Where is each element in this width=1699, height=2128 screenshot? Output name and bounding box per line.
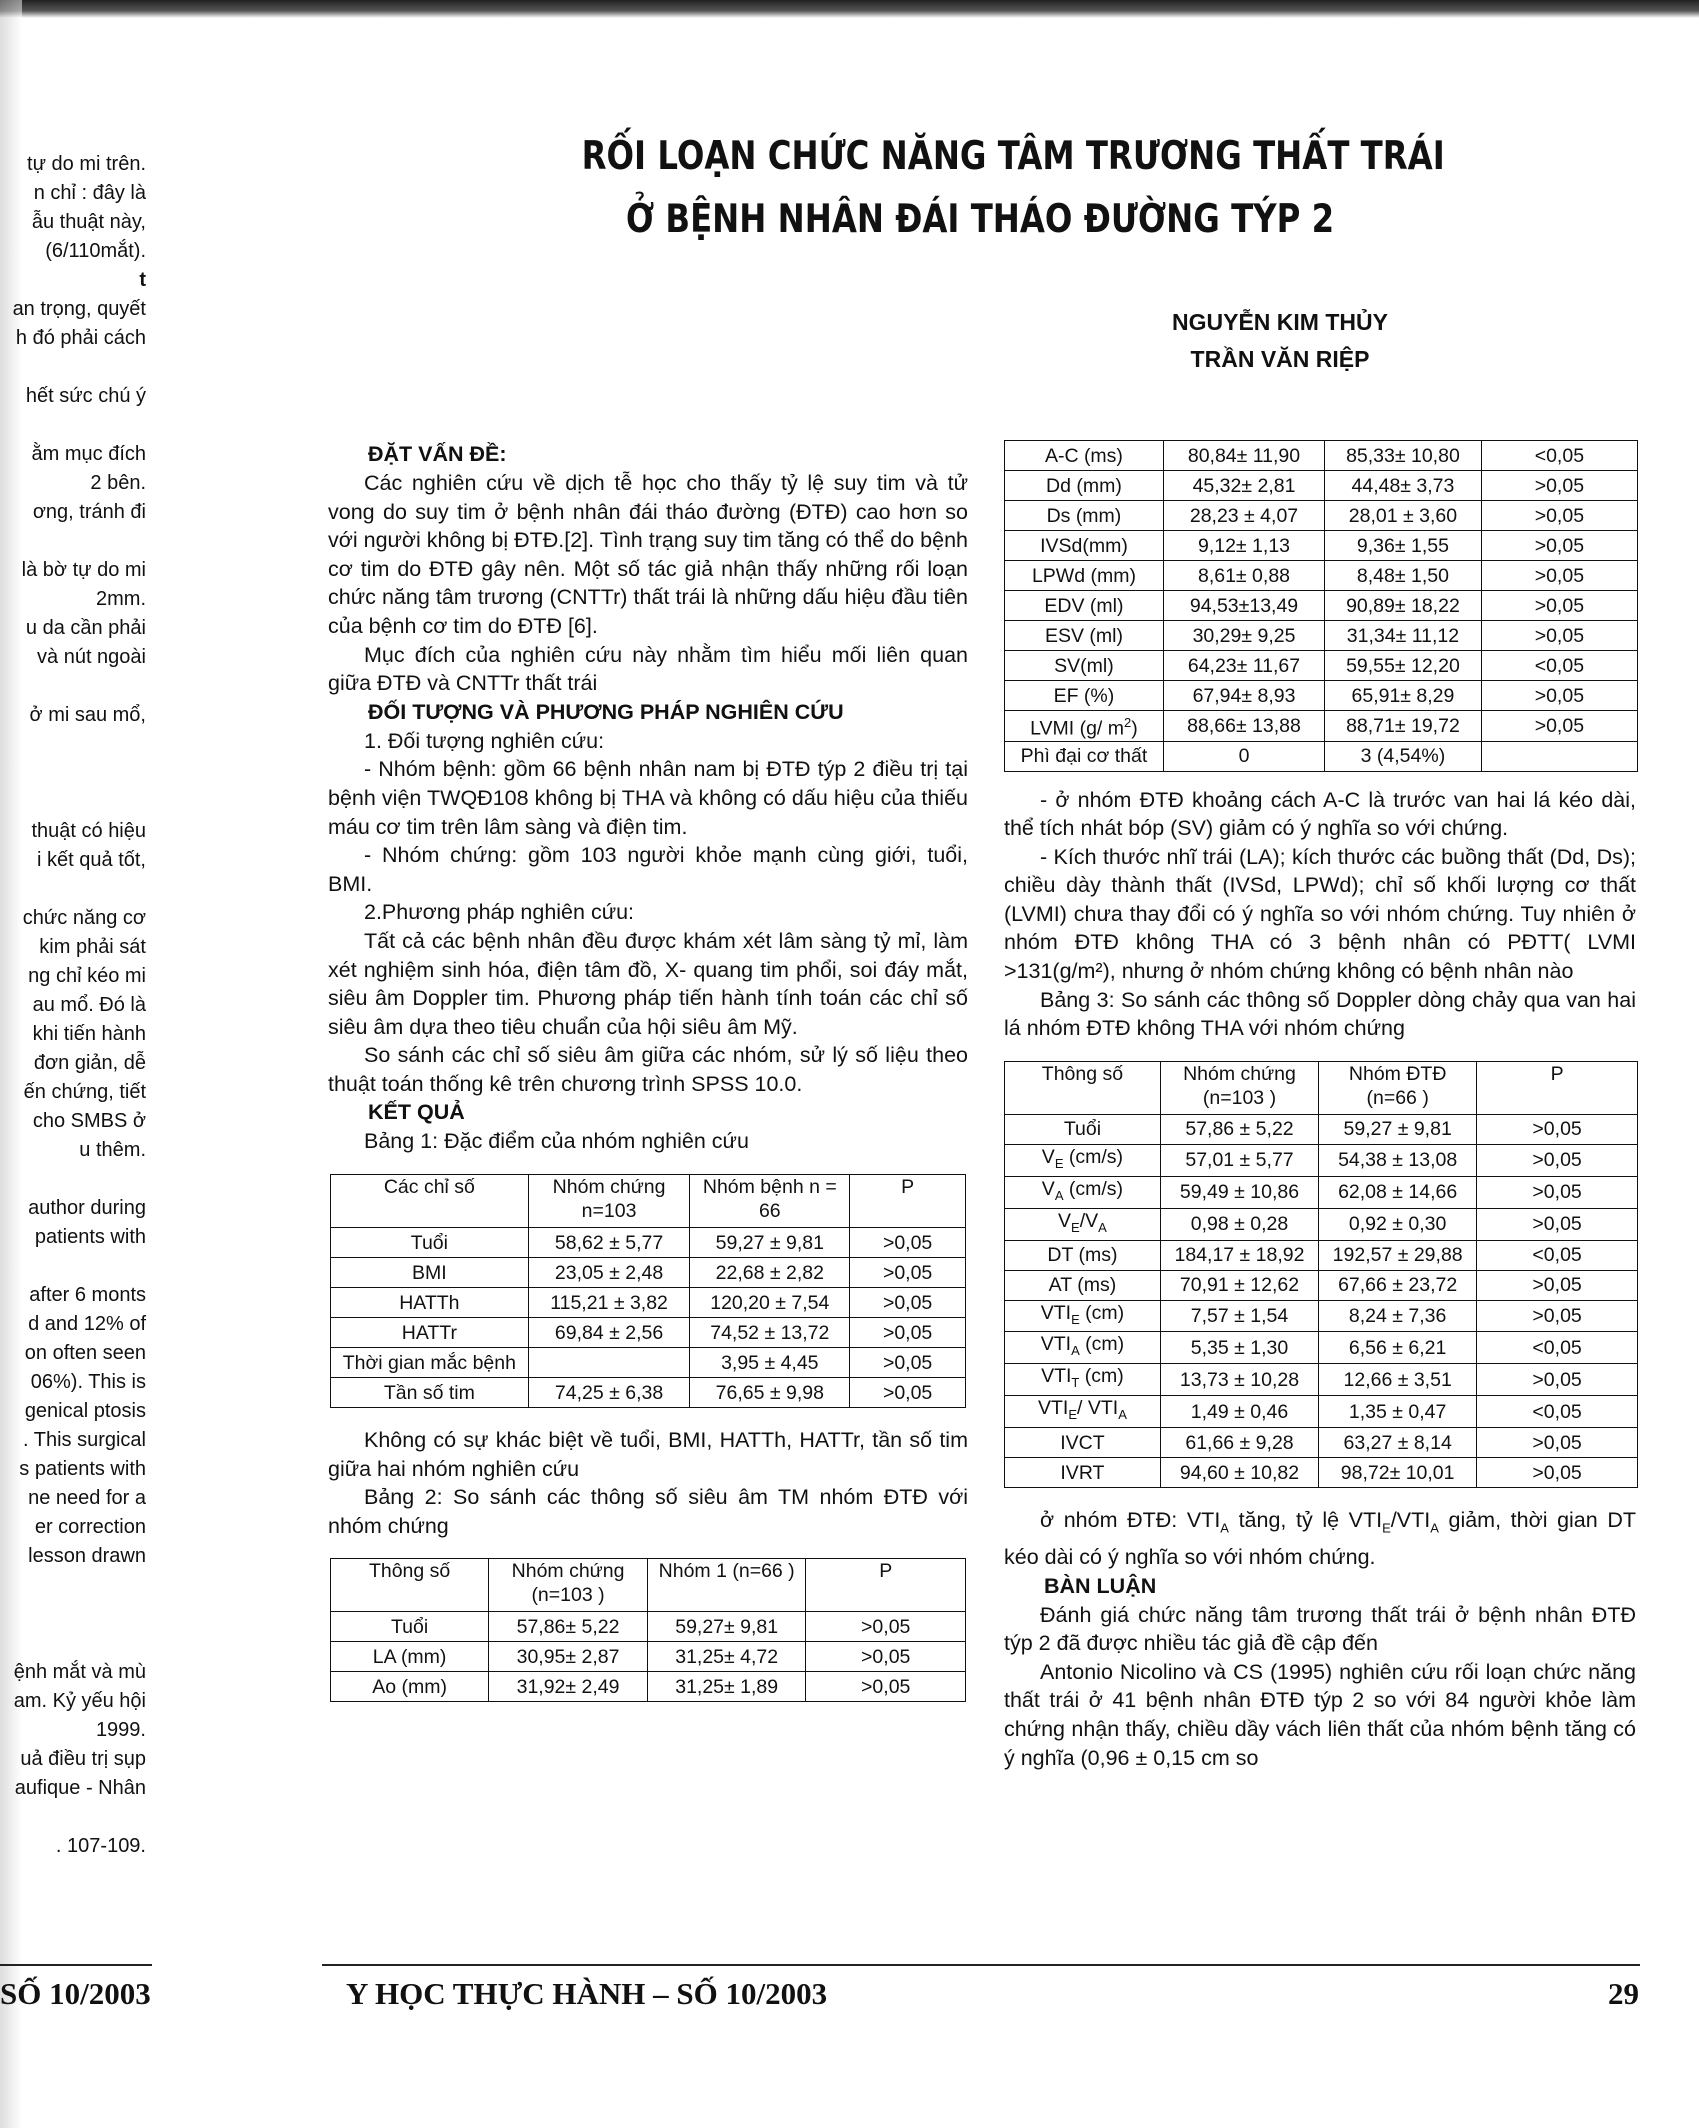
table-cell: >0,05	[850, 1258, 966, 1288]
table-cell: 57,86± 5,22	[489, 1612, 648, 1642]
previous-article-line: an trọng, quyết	[12, 298, 146, 320]
previous-article-line: 2mm.	[96, 588, 146, 610]
previous-article-line: hết sức chú ý	[25, 385, 146, 407]
table-row	[331, 1348, 966, 1378]
previous-article-line: ở mi sau mổ,	[29, 704, 146, 726]
table-header-cell: Nhóm chứng (n=103 )	[489, 1559, 648, 1612]
table-cell: Thời gian mắc bệnh	[331, 1348, 529, 1378]
previous-article-line	[0, 353, 146, 382]
previous-article-line: d and 12% of	[28, 1313, 146, 1335]
paragraph: Mục đích của nghiên cứu này nhằm tìm hiểu mối liên quan giữa ĐTĐ và CNTTr thất trái	[328, 642, 968, 696]
paragraph: Các nghiên cứu về dịch tễ học cho thấy tỷ lệ suy tim và tử vong do suy tim ở bệnh nhân đái tháo đường (ĐTĐ) cao hơn so với người không bị ĐTĐ.[2]. Tình trạng suy tim tăng có thể do bệnh cơ tim do ĐTĐ gây nên. Một số tác giả nhận thấy những rối loạn chức năng tâm trương (CNTTr) thất trái là những dấu hiệu đầu tiên của bệnh cơ tim do ĐTĐ [6].	[328, 471, 968, 638]
previous-article-line: u da cần phải	[25, 617, 146, 639]
previous-article-line	[0, 1571, 146, 1600]
previous-article-line	[0, 1165, 146, 1194]
section-heading-results: KẾT QUẢ	[368, 1100, 465, 1125]
author-2: TRẦN VĂN RIỆP	[1190, 346, 1370, 372]
table-cell: 0,98 ± 0,28	[1160, 1208, 1318, 1240]
table-cell: HATTr	[331, 1318, 529, 1348]
table-cell: 22,68 ± 2,82	[690, 1258, 850, 1288]
table-cell: 59,49 ± 10,86	[1160, 1176, 1318, 1208]
table-cell: LPWd (mm)	[1005, 561, 1164, 591]
table-cell	[1481, 741, 1637, 771]
table-cell: 85,33± 10,80	[1325, 441, 1482, 471]
table-cell: 31,92± 2,49	[489, 1672, 648, 1702]
table-cell: 94,53±13,49	[1163, 591, 1324, 621]
previous-article-column	[0, 150, 146, 1861]
table-row	[331, 1288, 966, 1318]
table-row	[1005, 741, 1638, 771]
table-cell: Tuổi	[331, 1612, 489, 1642]
table-cell: >0,05	[1481, 501, 1637, 531]
previous-article-line: u thêm.	[79, 1139, 146, 1161]
table-cell: 63,27 ± 8,14	[1319, 1428, 1477, 1458]
table-2-part-1	[330, 1558, 966, 1702]
table-cell: 94,60 ± 10,82	[1160, 1458, 1318, 1488]
previous-article-line: 1999.	[95, 1719, 146, 1741]
previous-article-line: uả điều trị sụp	[20, 1748, 146, 1770]
table-cell: 31,34± 11,12	[1325, 621, 1482, 651]
table-cell: $V_E/V_A$	[1005, 1208, 1161, 1240]
table-cell: 69,84 ± 2,56	[528, 1318, 690, 1348]
table-cell: >0,05	[1477, 1270, 1638, 1300]
table-row	[331, 1318, 966, 1348]
previous-article-line: on often seen	[24, 1342, 146, 1364]
table-cell: 65,91± 8,29	[1325, 681, 1482, 711]
paragraph: Đánh giá chức năng tâm trương thất trái ở bệnh nhân ĐTĐ týp 2 đã được nhiều tác giả đề cập đến	[1004, 1602, 1636, 1656]
scan-top-edge	[0, 0, 1699, 18]
previous-article-line	[0, 527, 146, 556]
footer-journal: Y HỌC THỰC HÀNH – SỐ 10/2003	[346, 1976, 828, 2011]
table-cell: Ds (mm)	[1005, 501, 1164, 531]
table-header-row	[331, 1559, 966, 1612]
authors	[1120, 304, 1440, 378]
table-cell: $V_A$ (cm/s)	[1005, 1176, 1161, 1208]
table-cell: 44,48± 3,73	[1325, 471, 1482, 501]
table-cell: $VTI_E$ (cm)	[1005, 1300, 1161, 1332]
author-1: NGUYỄN KIM THỦY	[1172, 309, 1388, 335]
table-cell: EDV (ml)	[1005, 591, 1164, 621]
table-cell: Tuổi	[1005, 1114, 1161, 1144]
table-cell: <0,05	[1477, 1332, 1638, 1364]
table-cell: 70,91 ± 12,62	[1160, 1270, 1318, 1300]
paragraph: 1. Đối tượng nghiên cứu:	[364, 728, 605, 753]
table-cell: >0,05	[1481, 531, 1637, 561]
previous-article-line: 06%). This is	[30, 1371, 146, 1393]
previous-article-line: author during	[28, 1197, 146, 1219]
table-cell: 12,66 ± 3,51	[1319, 1364, 1477, 1396]
table-cell: 115,21 ± 3,82	[528, 1288, 690, 1318]
table-3	[1004, 1061, 1638, 1488]
footer-rule	[322, 1964, 1640, 1966]
previous-article-line: cho SMBS ở	[32, 1110, 146, 1132]
table-row	[1005, 471, 1638, 501]
table-cell: 61,66 ± 9,28	[1160, 1428, 1318, 1458]
table-cell: Tần số tim	[331, 1378, 529, 1408]
table-cell: AT (ms)	[1005, 1270, 1161, 1300]
table-cell: 90,89± 18,22	[1325, 591, 1482, 621]
table-cell: 28,01 ± 3,60	[1325, 501, 1482, 531]
table-cell: 192,57 ± 29,88	[1319, 1240, 1477, 1270]
paragraph: - Kích thước nhĩ trái (LA); kích thước các buồng thất (Dd, Ds); chiều dày thành thất (IVSd, LPWd); chỉ số khối lượng cơ thất (LVMI) chưa thay đổi có ý nghĩa so với nhóm chứng. Tuy nhiên ở nhóm ĐTĐ không THA có 3 bệnh nhân có PĐTT( LVMI >131(g/m²), nhưng ở nhóm chứng không có bệnh nhân nào	[1004, 844, 1636, 984]
table-row	[331, 1642, 966, 1672]
table-cell: 59,27 ± 9,81	[690, 1228, 850, 1258]
section-heading-intro: ĐẶT VẤN ĐỀ:	[368, 442, 507, 466]
previous-article-line	[0, 1600, 146, 1629]
table-cell: 54,38 ± 13,08	[1319, 1144, 1477, 1176]
table-cell: 59,27 ± 9,81	[1319, 1114, 1477, 1144]
table-cell: >0,05	[806, 1612, 966, 1642]
table-cell: <0,05	[1477, 1240, 1638, 1270]
table-cell: 3,95 ± 4,45	[690, 1348, 850, 1378]
table-cell: 64,23± 11,67	[1163, 651, 1324, 681]
previous-article-line: au mổ. Đó là	[32, 994, 146, 1016]
page-number: 29	[1608, 1976, 1639, 2011]
previous-article-line	[0, 1803, 146, 1832]
previous-article-line: ơng, tránh đi	[32, 501, 146, 523]
table-cell: 88,71± 19,72	[1325, 711, 1482, 742]
table-header-row	[1005, 1061, 1638, 1114]
paragraph: So sánh các chỉ số siêu âm giữa các nhóm, sử lý số liệu theo thuật toán thống kê trên chương trình SPSS 10.0.	[328, 1043, 968, 1096]
previous-article-line: là bờ tự do mi	[21, 559, 146, 581]
table-header-cell: Các chỉ số	[331, 1175, 529, 1228]
previous-article-line	[0, 1252, 146, 1281]
table-header-cell: Thông số	[331, 1559, 489, 1612]
table-cell: 30,29± 9,25	[1163, 621, 1324, 651]
table-cell: >0,05	[850, 1348, 966, 1378]
table-cell: 9,12± 1,13	[1163, 531, 1324, 561]
article-title	[581, 125, 1445, 251]
previous-article-line: . 107-109.	[55, 1835, 146, 1857]
previous-article-line: ne need for a	[28, 1487, 146, 1509]
previous-article-line: aufique - Nhân	[14, 1777, 146, 1799]
paragraph: - Nhóm chứng: gồm 103 người khỏe mạnh cùng giới, tuổi, BMI.	[328, 843, 968, 896]
previous-article-line: n chỉ : đây là	[33, 182, 146, 204]
table-row	[1005, 1300, 1638, 1332]
table-row	[331, 1612, 966, 1642]
paragraph: - Nhóm bệnh: gồm 66 bệnh nhân nam bị ĐTĐ týp 2 điều trị tại bệnh viện TWQĐ108 không bị THA và không có dấu hiệu của thiếu máu cơ tim trên lâm sàng và điện tim.	[328, 757, 968, 839]
table-cell: 67,94± 8,93	[1163, 681, 1324, 711]
table-cell: >0,05	[1477, 1114, 1638, 1144]
table-2-part-2	[1004, 440, 1638, 772]
table-header-cell: P	[806, 1559, 966, 1612]
table-cell: 5,35 ± 1,30	[1160, 1332, 1318, 1364]
table-row	[331, 1672, 966, 1702]
title-line-1: RỐI LOẠN CHỨC NĂNG TÂM TRƯƠNG THẤT TRÁI	[581, 134, 1445, 179]
previous-article-line: 2 bên.	[90, 472, 146, 494]
paragraph: 2.Phương pháp nghiên cứu:	[364, 900, 635, 925]
table-cell: 120,20 ± 7,54	[690, 1288, 850, 1318]
previous-article-line: er correction	[34, 1516, 146, 1538]
table-header-cell: Nhóm 1 (n=66 )	[647, 1559, 806, 1612]
table-cell: >0,05	[1477, 1144, 1638, 1176]
table-row	[1005, 591, 1638, 621]
table-cell: >0,05	[1481, 621, 1637, 651]
table-cell: 80,84± 11,90	[1163, 441, 1324, 471]
table-cell: >0,05	[1477, 1458, 1638, 1488]
table-cell: 0	[1163, 741, 1324, 771]
table-cell: >0,05	[850, 1288, 966, 1318]
previous-article-line: chức năng cơ	[22, 907, 146, 929]
table-cell: SV(ml)	[1005, 651, 1164, 681]
table-cell: 30,95± 2,87	[489, 1642, 648, 1672]
table-cell: 8,24 ± 7,36	[1319, 1300, 1477, 1332]
previous-article-line	[0, 759, 146, 788]
previous-article-line: ẫu thuật này,	[31, 211, 146, 233]
table-cell	[528, 1348, 690, 1378]
table-2-caption: Bảng 2: So sánh các thông số siêu âm TM nhóm ĐTĐ với nhóm chứng	[328, 1485, 968, 1538]
table-cell: 7,57 ± 1,54	[1160, 1300, 1318, 1332]
table-cell: $VTI_T$ (cm)	[1005, 1364, 1161, 1396]
previous-article-line: (6/110mắt).	[45, 240, 146, 262]
table-cell: 74,52 ± 13,72	[690, 1318, 850, 1348]
table-row	[1005, 1332, 1638, 1364]
table-cell: 62,08 ± 14,66	[1319, 1176, 1477, 1208]
table-cell: EF (%)	[1005, 681, 1164, 711]
table-row	[1005, 1240, 1638, 1270]
table-cell: 31,25± 1,89	[647, 1672, 806, 1702]
table-cell: HATTh	[331, 1288, 529, 1318]
table-cell: >0,05	[1481, 561, 1637, 591]
table-cell: Ao (mm)	[331, 1672, 489, 1702]
table-cell: >0,05	[850, 1318, 966, 1348]
table-row	[331, 1378, 966, 1408]
table-cell: 8,61± 0,88	[1163, 561, 1324, 591]
table-row	[1005, 711, 1638, 742]
previous-article-line: h đó phải cách	[15, 327, 146, 349]
table-cell: 57,86 ± 5,22	[1160, 1114, 1318, 1144]
table-header-cell: P	[1477, 1061, 1638, 1114]
previous-article-line	[0, 672, 146, 701]
table-row	[1005, 1428, 1638, 1458]
table-cell: 76,65 ± 9,98	[690, 1378, 850, 1408]
table-row	[331, 1228, 966, 1258]
table-cell: >0,05	[1481, 471, 1637, 501]
table-cell: Phì đại cơ thất	[1005, 741, 1164, 771]
table-row	[1005, 1144, 1638, 1176]
table-cell: >0,05	[850, 1378, 966, 1408]
table-cell: IVCT	[1005, 1428, 1161, 1458]
previous-article-line	[0, 1629, 146, 1658]
table-cell: 45,32± 2,81	[1163, 471, 1324, 501]
table-cell: >0,05	[1477, 1300, 1638, 1332]
table-cell: 13,73 ± 10,28	[1160, 1364, 1318, 1396]
table-row	[1005, 1270, 1638, 1300]
table-cell: $V_E$ (cm/s)	[1005, 1144, 1161, 1176]
table-row	[1005, 531, 1638, 561]
table-row	[1005, 1114, 1638, 1144]
previous-article-line	[0, 788, 146, 817]
table-row	[1005, 561, 1638, 591]
previous-article-line: tự do mi trên.	[27, 153, 146, 175]
table-cell: 88,66± 13,88	[1163, 711, 1324, 742]
table-cell: A-C (ms)	[1005, 441, 1164, 471]
table-header-cell: Nhóm chứng n=103	[528, 1175, 690, 1228]
table-row	[1005, 1458, 1638, 1488]
table-row	[1005, 1396, 1638, 1428]
table-row	[331, 1258, 966, 1288]
table-cell: LA (mm)	[331, 1642, 489, 1672]
table-header-cell: P	[850, 1175, 966, 1228]
table-cell: BMI	[331, 1258, 529, 1288]
table-cell: >0,05	[1477, 1428, 1638, 1458]
table-1-caption: Bảng 1: Đặc điểm của nhóm nghiên cứu	[364, 1129, 749, 1154]
previous-article-line: lesson drawn	[28, 1545, 146, 1567]
table-cell: 1,35 ± 0,47	[1319, 1396, 1477, 1428]
table-cell: IVSd(mm)	[1005, 531, 1164, 561]
table-cell: 1,49 ± 0,46	[1160, 1396, 1318, 1428]
table-header-row	[331, 1175, 966, 1228]
previous-article-line: after 6 monts	[29, 1284, 146, 1306]
column-2	[1004, 440, 1636, 1772]
table-cell: $VTI_E/$ $VTI_A$	[1005, 1396, 1161, 1428]
table-cell: IVRT	[1005, 1458, 1161, 1488]
previous-article-line: ệnh mắt và mù	[13, 1661, 146, 1683]
table-cell: >0,05	[806, 1642, 966, 1672]
table-cell: >0,05	[1477, 1176, 1638, 1208]
previous-article-line: khi tiến hành	[32, 1023, 146, 1045]
table-cell: >0,05	[1477, 1364, 1638, 1396]
table-header-cell: Nhóm chứng (n=103 )	[1160, 1061, 1318, 1114]
section-heading-method: ĐỐI TƯỢNG VÀ PHƯƠNG PHÁP NGHIÊN CỨU	[368, 699, 844, 724]
table-cell: 184,17 ± 18,92	[1160, 1240, 1318, 1270]
paragraph-vti-result: ở nhóm ĐTĐ: $VTI_A$ tăng, tỷ lệ $VTI_E/VTI_A$ giảm, thời gian DT kéo dài có ý nghĩa so với nhóm chứng.	[1004, 1508, 1636, 1569]
table-header-cell: Nhóm bệnh n = 66	[690, 1175, 850, 1228]
table-cell: DT (ms)	[1005, 1240, 1161, 1270]
paragraph: Tất cả các bệnh nhân đều được khám xét lâm sàng tỷ mỉ, làm xét nghiệm sinh hóa, điện tâm đồ, X- quang tim phổi, soi đáy mắt, siêu âm Doppler tim. Phương pháp tiến hành tính toán các chỉ số siêu âm dựa theo tiêu chuẩn của hội siêu âm Mỹ.	[328, 928, 968, 1039]
previous-article-line: genical ptosis	[24, 1400, 146, 1422]
table-cell: >0,05	[850, 1228, 966, 1258]
previous-article-line	[0, 411, 146, 440]
table-cell: 67,66 ± 23,72	[1319, 1270, 1477, 1300]
table-cell: >0,05	[806, 1672, 966, 1702]
previous-article-line: và nút ngoài	[37, 646, 146, 668]
previous-article-line: ng chỉ kéo mi	[28, 965, 146, 987]
previous-article-line: ến chứng, tiết	[23, 1081, 146, 1103]
table-cell: Dd (mm)	[1005, 471, 1164, 501]
section-heading-discussion: BÀN LUẬN	[1044, 1573, 1157, 1598]
table-cell: $VTI_A$ (cm)	[1005, 1332, 1161, 1364]
previous-article-line: đơn giản, dễ	[33, 1052, 146, 1074]
table-cell: 0,92 ± 0,30	[1319, 1208, 1477, 1240]
previous-article-line: s patients with	[19, 1458, 146, 1480]
previous-article-line: patients with	[34, 1226, 146, 1248]
table-cell: 23,05 ± 2,48	[528, 1258, 690, 1288]
previous-article-line: t	[139, 269, 146, 291]
table-row	[1005, 441, 1638, 471]
table-cell: 98,72± 10,01	[1319, 1458, 1477, 1488]
table-row	[1005, 1364, 1638, 1396]
table-cell: 28,23 ± 4,07	[1163, 501, 1324, 531]
paragraph: Không có sự khác biệt về tuổi, BMI, HATTh, HATTr, tần số tim giữa hai nhóm nghiên cứu	[328, 1428, 968, 1481]
table-1	[330, 1174, 966, 1408]
title-line-2: Ở BỆNH NHÂN ĐÁI THÁO ĐƯỜNG TÝP 2	[625, 197, 1335, 242]
table-cell: 3 (4,54%)	[1325, 741, 1482, 771]
previous-article-line: ằm mục đích	[31, 443, 146, 465]
table-cell: Tuổi	[331, 1228, 529, 1258]
previous-article-line	[0, 730, 146, 759]
table-cell: ESV (ml)	[1005, 621, 1164, 651]
previous-article-line: kim phải sát	[39, 936, 146, 958]
table-row	[1005, 501, 1638, 531]
table-row	[1005, 1176, 1638, 1208]
table-cell: <0,05	[1481, 651, 1637, 681]
table-cell: >0,05	[1481, 711, 1637, 742]
table-cell: LVMI (g/ $m^2$)	[1005, 711, 1164, 742]
table-cell: 59,55± 12,20	[1325, 651, 1482, 681]
previous-article-line: thuật có hiệu	[31, 820, 146, 842]
table-cell: >0,05	[1481, 681, 1637, 711]
table-cell: 57,01 ± 5,77	[1160, 1144, 1318, 1176]
table-cell: >0,05	[1477, 1208, 1638, 1240]
table-cell: 8,48± 1,50	[1325, 561, 1482, 591]
table-cell: <0,05	[1477, 1396, 1638, 1428]
table-cell: 74,25 ± 6,38	[528, 1378, 690, 1408]
table-cell: >0,05	[1481, 591, 1637, 621]
table-cell: 59,27± 9,81	[647, 1612, 806, 1642]
table-cell: 9,36± 1,55	[1325, 531, 1482, 561]
table-cell: 31,25± 4,72	[647, 1642, 806, 1672]
table-row	[1005, 681, 1638, 711]
table-cell: 6,56 ± 6,21	[1319, 1332, 1477, 1364]
table-row	[1005, 621, 1638, 651]
table-3-caption: Bảng 3: So sánh các thông số Doppler dòng chảy qua van hai lá nhóm ĐTĐ không THA với nhóm chứng	[1004, 987, 1636, 1041]
paragraph: - ở nhóm ĐTĐ khoảng cách A-C là trước van hai lá kéo dài, thể tích nhát bóp (SV) giảm có ý nghĩa so với chứng.	[1004, 787, 1636, 841]
previous-article-line: i kết quả tốt,	[37, 849, 146, 871]
table-cell: 58,62 ± 5,77	[528, 1228, 690, 1258]
previous-article-line: am. Kỷ yếu hội	[13, 1690, 146, 1712]
previous-article-line: . This surgical	[22, 1429, 146, 1451]
table-row	[1005, 651, 1638, 681]
footer-issue-left: SỐ 10/2003	[0, 1976, 151, 2011]
previous-article-line	[0, 875, 146, 904]
paragraph: Antonio Nicolino và CS (1995) nghiên cứu rối loạn chức năng thất trái ở 41 bệnh nhân ĐTĐ týp 2 so với 84 người khỏe làm chứng nhận thấy, chiều dầy vách liên thất của nhóm bệnh tăng có ý nghĩa (0,96 ± 0,15 cm so	[1004, 1659, 1636, 1770]
table-cell: <0,05	[1481, 441, 1637, 471]
footer-rule-left	[0, 1964, 152, 1966]
table-header-cell: Nhóm ĐTĐ (n=66 )	[1319, 1061, 1477, 1114]
column-1	[328, 440, 968, 1702]
table-row	[1005, 1208, 1638, 1240]
table-header-cell: Thông số	[1005, 1061, 1161, 1114]
